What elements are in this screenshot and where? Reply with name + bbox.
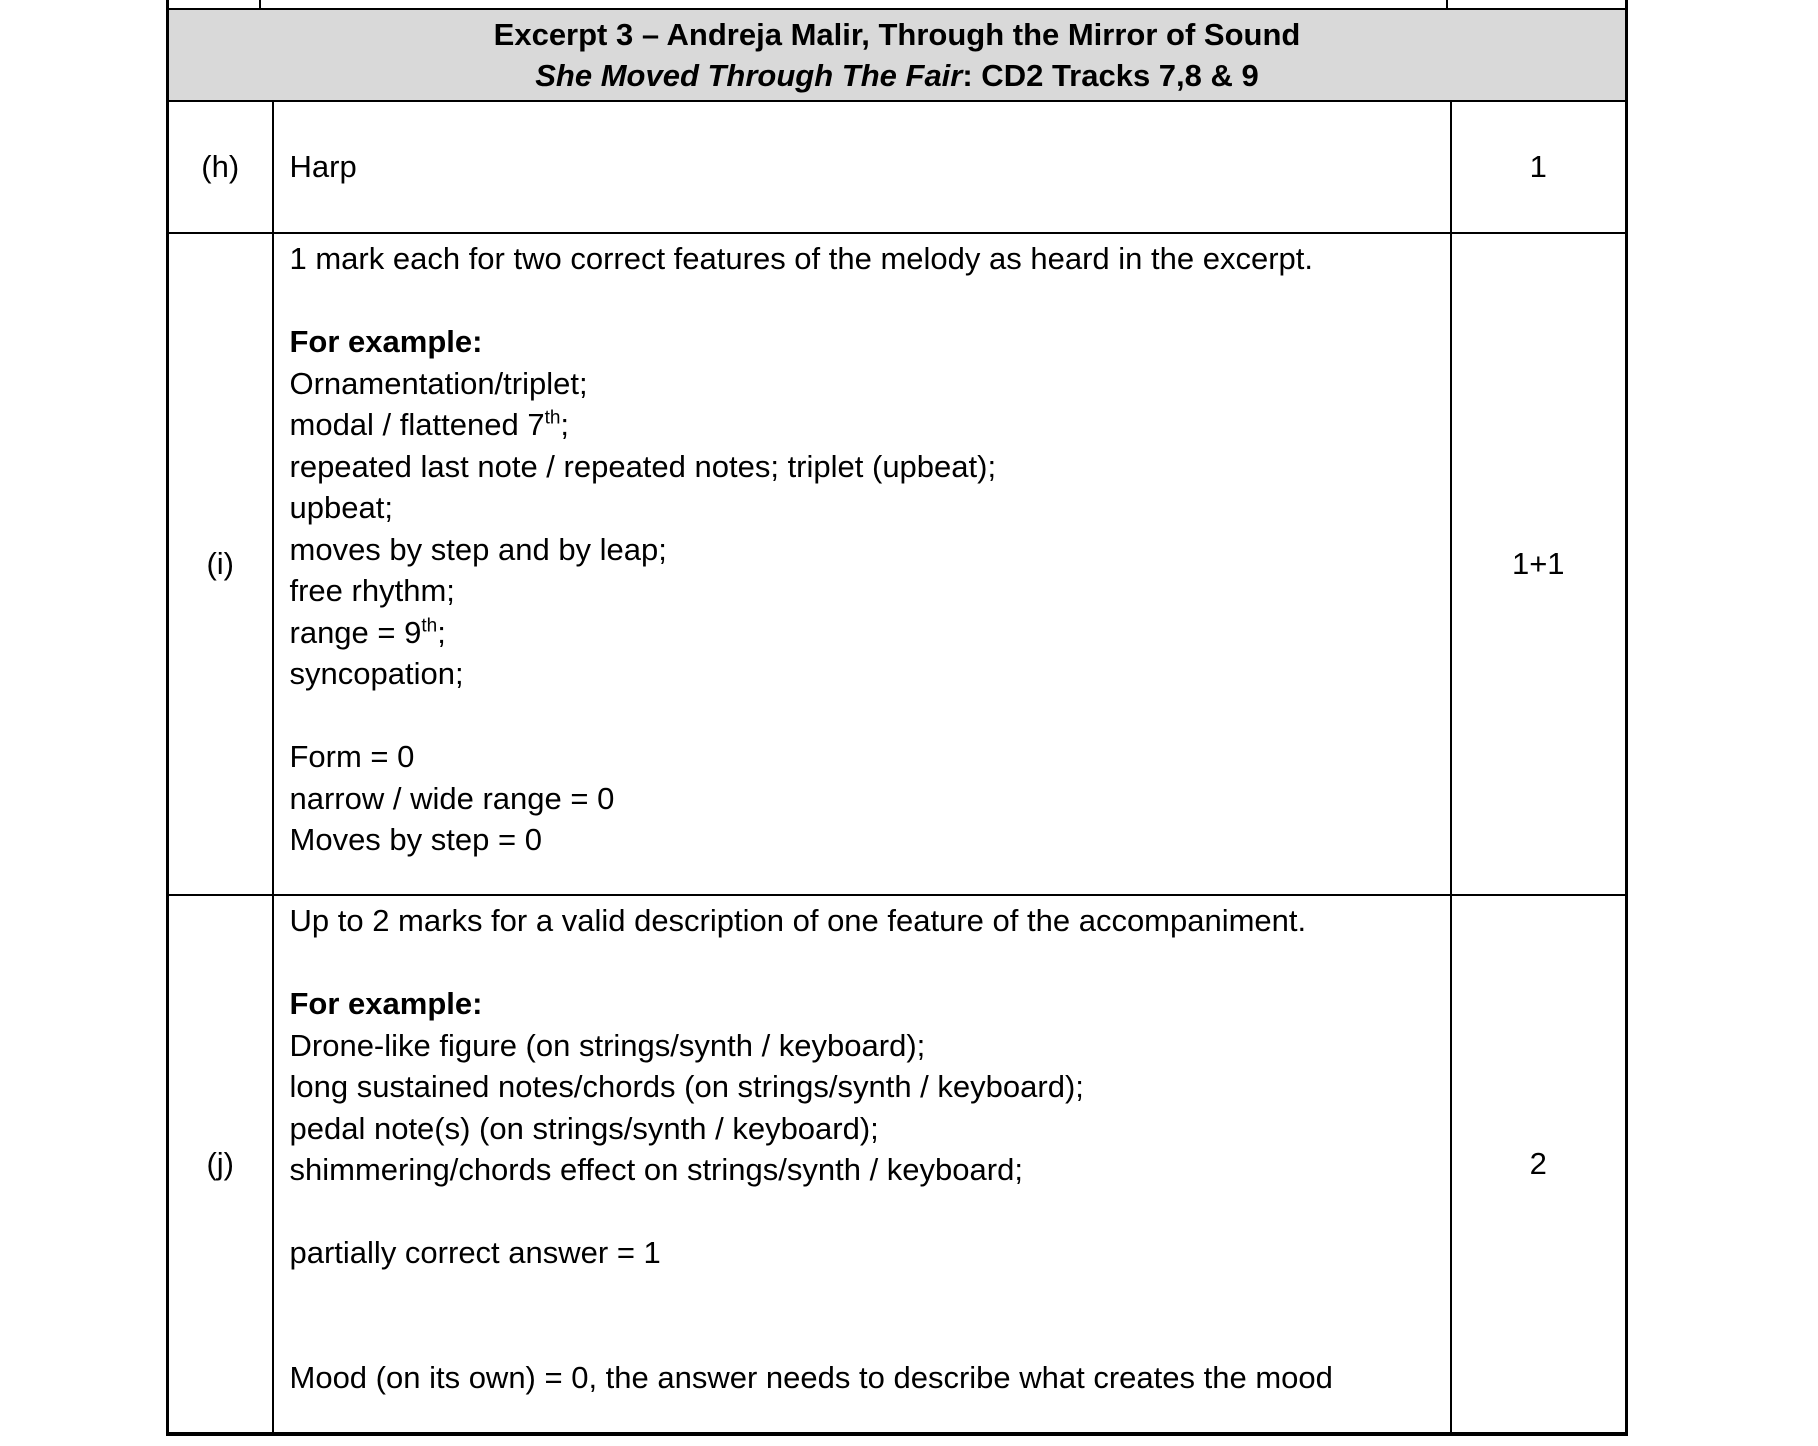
- answer-text: Harp: [289, 149, 357, 185]
- stub-cell: [168, 0, 273, 9]
- stub-cell: [273, 0, 1451, 9]
- zero-mark-item: Form = 0: [289, 739, 415, 774]
- marks-cell: 1: [1451, 101, 1627, 233]
- example-item: long sustained notes/chords (on strings/synth / keyboard);: [289, 1069, 1084, 1104]
- example-item: shimmering/chords effect on strings/synth / keyboard;: [289, 1152, 1023, 1187]
- marks-cell: 1+1: [1451, 233, 1627, 895]
- excerpt-subtitle: [169, 55, 1625, 97]
- previous-row-stub: [168, 0, 1627, 9]
- question-row-h: [168, 101, 1627, 233]
- excerpt-header: [168, 9, 1627, 101]
- example-item: modal / flattened 7th;: [289, 407, 570, 442]
- mark-scheme-table: [166, 0, 1628, 1436]
- question-label: (h): [168, 101, 273, 233]
- marking-instruction: Up to 2 marks for a valid description of one feature of the accompaniment.: [289, 903, 1307, 938]
- question-label: (j): [168, 895, 273, 1434]
- stub-cell: [1451, 0, 1627, 9]
- piece-title: She Moved Through The Fair: [535, 58, 963, 93]
- example-item: Drone-like figure (on strings/synth / keyboard);: [289, 1027, 926, 1063]
- example-item: free rhythm;: [289, 573, 455, 608]
- question-row-i: [168, 233, 1627, 895]
- example-item: syncopation;: [289, 656, 464, 691]
- example-item: upbeat;: [289, 490, 393, 525]
- track-info: : CD2 Tracks 7,8 & 9: [962, 58, 1259, 93]
- excerpt-header-row: [168, 9, 1627, 101]
- answer-cell: [273, 895, 1451, 1434]
- example-heading: For example:: [289, 986, 483, 1021]
- question-label: (i): [168, 233, 273, 895]
- example-heading: For example:: [289, 324, 483, 359]
- answer-cell: [273, 233, 1451, 895]
- excerpt-title: Excerpt 3 – Andreja Malir, Through the Mirror of Sound: [493, 16, 1301, 52]
- previous-row-divider-left: [259, 0, 261, 10]
- marks-cell: 2: [1451, 895, 1627, 1434]
- example-item: range = 9th;: [289, 614, 446, 650]
- previous-row-divider-right: [1446, 0, 1448, 10]
- answer-cell: [273, 101, 1451, 233]
- zero-mark-item: narrow / wide range = 0: [289, 780, 615, 816]
- question-row-j: [168, 895, 1627, 1434]
- partial-mark-note: partially correct answer = 1: [289, 1235, 661, 1270]
- example-item: Ornamentation/triplet;: [289, 365, 588, 401]
- mood-note: Mood (on its own) = 0, the answer needs to describe what creates the mood: [289, 1359, 1333, 1395]
- mark-scheme-sheet: [166, 0, 1625, 1436]
- zero-mark-item: Moves by step = 0: [289, 822, 542, 857]
- example-item: pedal note(s) (on strings/synth / keyboard);: [289, 1110, 879, 1146]
- example-item: moves by step and by leap;: [289, 531, 667, 567]
- example-item: repeated last note / repeated notes; triplet (upbeat);: [289, 448, 997, 484]
- marking-instruction: 1 mark each for two correct features of the melody as heard in the excerpt.: [289, 241, 1313, 276]
